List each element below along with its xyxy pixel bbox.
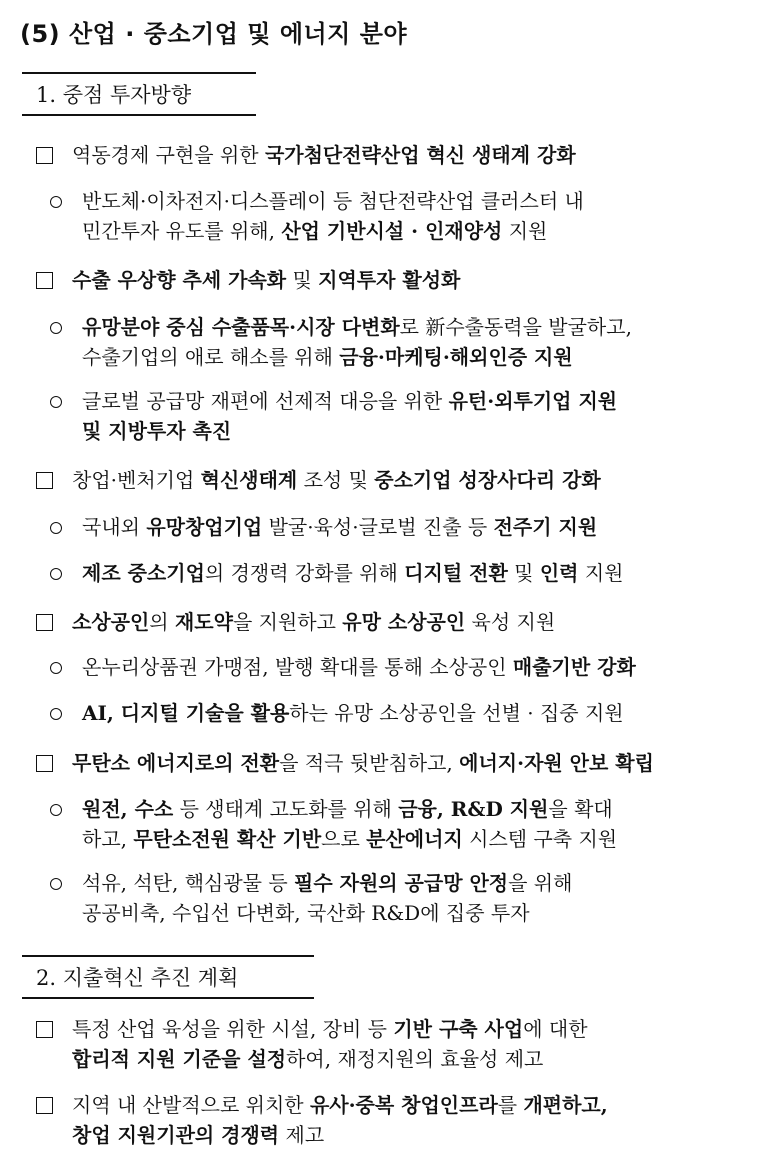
- text-segment: 하고,: [82, 827, 134, 851]
- line-text: [82, 512, 597, 542]
- bold-text: 지역투자 활성화: [318, 268, 461, 292]
- line-text: [72, 1044, 543, 1074]
- bold-text: 유망분야 중심 수출품목·시장 다변화: [82, 315, 400, 339]
- line-text: [72, 1120, 324, 1150]
- bold-text: 유사·중복 창업인프라: [309, 1093, 498, 1117]
- line-text: [82, 698, 624, 728]
- text-segment: 및: [507, 561, 540, 585]
- line-text: [72, 607, 555, 637]
- text-segment: 역동경제 구현을 위한: [72, 143, 265, 167]
- text-segment: 지원: [578, 561, 624, 585]
- text-segment: 에 대한: [523, 1017, 588, 1041]
- text-segment: 을 적극 뒷받침하고,: [279, 751, 460, 775]
- circle-bullet-icon: [50, 804, 62, 816]
- bold-text: 수출 우상향 추세 가속화: [72, 268, 287, 292]
- line-text: [82, 416, 231, 446]
- text-segment: 창업·벤처기업: [72, 468, 201, 492]
- line-text: [72, 1014, 588, 1044]
- text-segment: 제고: [279, 1123, 325, 1147]
- line-text: [82, 386, 617, 416]
- text-segment: 민간투자 유도를 위해,: [82, 219, 282, 243]
- square-bullet-icon: [36, 1097, 53, 1114]
- circle-bullet-icon: [50, 568, 62, 580]
- line-text: [82, 868, 572, 898]
- text-segment: 석유, 석탄, 핵심광물 등: [82, 871, 295, 895]
- square-bullet-icon: [36, 147, 53, 164]
- text-segment: 특정 산업 육성을 위한 시설, 장비 등: [72, 1017, 394, 1041]
- bold-text: 원전, 수소: [82, 797, 174, 821]
- square-bullet-icon: [36, 614, 53, 631]
- text-segment: 발굴·육성·글로벌 진출 등: [262, 515, 494, 539]
- bold-text: 디지털 전환: [404, 561, 508, 585]
- bold-text: 분산에너지: [366, 827, 463, 851]
- text-segment: 공공비축, 수입선 다변화, 국산화 R&D에 집중 투자: [82, 901, 530, 925]
- line-text: [72, 748, 654, 778]
- text-segment: 등 생태계 고도화를 위해: [173, 797, 399, 821]
- text-segment: 온누리상품권 가맹점, 발행 확대를 통해 소상공인: [82, 655, 513, 679]
- bold-text: 매출기반 강화: [512, 655, 636, 679]
- bold-text: 유턴·외투기업 지원: [448, 389, 618, 413]
- text-segment: 을 지원하고: [232, 610, 343, 634]
- square-bullet-icon: [36, 272, 53, 289]
- square-bullet-icon: [36, 1021, 53, 1038]
- line-text: [82, 558, 623, 588]
- bold-text: 인력: [539, 561, 579, 585]
- square-bullet-icon: [36, 755, 53, 772]
- text-segment: 반도체·이차전지·디스플레이 등 첨단전략산업 클러스터 내: [82, 189, 584, 213]
- bold-text: 재도약: [174, 610, 233, 634]
- bold-text: 개편하고,: [523, 1093, 608, 1117]
- bold-text: 합리적 지원 기준을 설정: [72, 1047, 287, 1071]
- circle-bullet-icon: [50, 322, 62, 334]
- bold-text: 국가첨단전략산업 혁신 생태계 강화: [264, 143, 576, 167]
- text-segment: 하여, 재정지원의 효율성 제고: [286, 1047, 544, 1071]
- text-segment: 글로벌 공급망 재편에 선제적 대응을 위한: [82, 389, 449, 413]
- text-segment: 국내외: [82, 515, 147, 539]
- text-segment: 시스템 구축 지원: [462, 827, 618, 851]
- line-text: [82, 186, 584, 216]
- bold-text: 유망창업기업: [146, 515, 263, 539]
- bold-text: AI, 디지털 기술을 활용: [82, 701, 290, 725]
- text-segment: 으로: [321, 827, 367, 851]
- text-segment: 조성 및: [297, 468, 375, 492]
- line-text: [82, 794, 613, 824]
- text-segment: 육성 지원: [465, 610, 556, 634]
- bold-text: 금융, R&D 지원: [398, 797, 549, 821]
- text-segment: 로 新수출동력을 발굴하고,: [399, 315, 632, 339]
- line-text: [82, 824, 617, 854]
- bold-text: 혁신생태계: [200, 468, 298, 492]
- circle-bullet-icon: [50, 662, 62, 674]
- bold-text: 중소기업 성장사다리 강화: [374, 468, 601, 492]
- section-title: (5) 산업 · 중소기업 및 에너지 분야: [20, 20, 408, 48]
- bold-text: 유망 소상공인: [342, 610, 466, 634]
- text-segment: 지역 내 산발적으로 위치한: [72, 1093, 310, 1117]
- circle-bullet-icon: [50, 708, 62, 720]
- bold-text: 무탄소 에너지로의 전환: [72, 751, 280, 775]
- circle-bullet-icon: [50, 196, 62, 208]
- bold-text: 무탄소전원 확산 기반: [133, 827, 322, 851]
- text-segment: 및: [286, 268, 319, 292]
- circle-bullet-icon: [50, 396, 62, 408]
- bold-text: 소상공인: [72, 610, 150, 634]
- subheading-investment-direction: 1. 중점 투자방향: [22, 72, 256, 116]
- subheading-spending-plan: 2. 지출혁신 추진 계획: [22, 955, 314, 999]
- circle-bullet-icon: [50, 878, 62, 890]
- text-segment: 을 위해: [508, 871, 573, 895]
- bold-text: 및 지방투자 촉진: [82, 419, 232, 443]
- bold-text: 금융·마케팅·해외인증 지원: [339, 345, 573, 369]
- bold-text: 기반 구축 사업: [393, 1017, 524, 1041]
- line-text: [72, 465, 601, 495]
- circle-bullet-icon: [50, 522, 62, 534]
- line-text: [82, 652, 636, 682]
- bold-text: 산업 기반시설 · 인재양성: [281, 219, 503, 243]
- text-segment: 수출기업의 애로 해소를 위해: [82, 345, 340, 369]
- text-segment: 지원: [502, 219, 548, 243]
- bold-text: 필수 자원의 공급망 안정: [294, 871, 509, 895]
- line-text: [82, 342, 573, 372]
- bold-text: 전주기 지원: [493, 515, 598, 539]
- bold-text: 창업 지원기관의 경쟁력: [72, 1123, 280, 1147]
- bold-text: 제조 중소기업: [82, 561, 205, 585]
- square-bullet-icon: [36, 472, 53, 489]
- line-text: [82, 312, 632, 342]
- line-text: [82, 216, 547, 246]
- line-text: [72, 140, 576, 170]
- bold-text: 에너지·자원 안보 확립: [459, 751, 654, 775]
- text-segment: 의 경쟁력 강화를 위해: [204, 561, 405, 585]
- text-segment: 의: [149, 610, 175, 634]
- line-text: [72, 265, 460, 295]
- line-text: [72, 1090, 608, 1120]
- text-segment: 하는 유망 소상공인을 선별 · 집중 지원: [289, 701, 624, 725]
- text-segment: 를: [497, 1093, 524, 1117]
- text-segment: 을 확대: [548, 797, 613, 821]
- line-text: [82, 898, 530, 928]
